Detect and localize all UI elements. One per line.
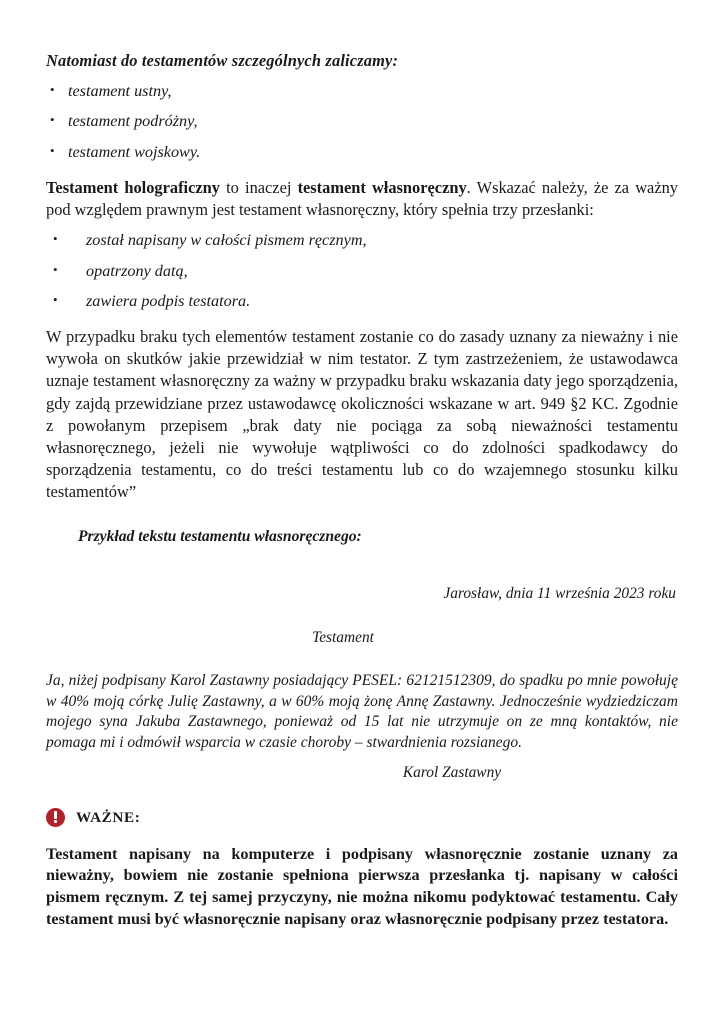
list-item xyxy=(46,111,678,132)
term-handwritten: testament własnoręczny xyxy=(297,178,467,198)
bullet-icon: • xyxy=(50,81,55,97)
list-item xyxy=(46,142,678,163)
testament-title: Testament xyxy=(312,629,374,647)
holographic-mid: to inaczej xyxy=(219,178,298,198)
bullet-icon: • xyxy=(50,142,55,158)
bullet-icon: • xyxy=(50,112,55,128)
important-callout-header xyxy=(46,808,678,827)
list-item xyxy=(46,261,678,282)
list-item-label: zawiera podpis testatora. xyxy=(86,291,251,310)
testament-body: Ja, niżej podpisany Karol Zastawny posiadający PESEL: 62121512309, do spadku po mnie powołuję w 40% moją córkę Julię Zastawny, a w 60% moją żonę Annę Zastawny. Jednocześnie wydziedziczam mojego syna Jakuba Zastawnego, ponieważ od 15 lat nie utrzymuje on ze mną kontaktów, nie pomaga mi i odmówił wsparcia w czasie choroby – stwardnienia rozsianego. xyxy=(46,672,678,751)
list-item-label: został napisany w całości pismem ręcznym, xyxy=(86,231,367,250)
exclamation-circle-icon xyxy=(46,808,65,827)
holographic-paragraph xyxy=(46,177,678,221)
special-wills-list xyxy=(46,81,678,163)
testament-date-line: Jarosław, dnia 11 września 2023 roku xyxy=(443,585,676,603)
bullet-icon: • xyxy=(53,291,58,307)
holographic-rest: . Wskazać należy, że za ważny pod względem prawnym jest testament własnoręczny, który spełnia trzy przesłanki: xyxy=(46,178,678,220)
consequences-paragraph: W przypadku braku tych elementów testament zostanie co do zasady uznany za nieważny i nie wywoła on skutków jakie przewidział w nim testator. Z tym zastrzeżeniem, że ustawodawca uznaje testament własnoręczny za ważny w przypadku braku wskazania daty jego sporządzenia, gdy zajdą przewidziane przez ustawodawcę okoliczności wskazane w art. 949 §2 KC. Zgodnie z powołanym przepisem „brak daty nie pociąga za sobą nieważności testamentu własnoręcznego, jeżeli nie wywołuje wątpliwości co do zdolności spadkodawcy do sporządzenia testamentu, co do treści testamentu lub co do wzajemnego stosunku kilku testamentów” xyxy=(46,327,678,501)
list-item xyxy=(46,230,678,251)
list-item-label: opatrzony datą, xyxy=(86,261,188,280)
bullet-icon: • xyxy=(53,261,58,277)
requirements-list xyxy=(46,230,678,312)
intro-heading: Natomiast do testamentów szczególnych zaliczamy: xyxy=(46,51,399,70)
example-heading: Przykład tekstu testamentu własnoręcznego: xyxy=(78,527,362,545)
important-label: WAŻNE: xyxy=(76,808,141,826)
testament-signature: Karol Zastawny xyxy=(402,763,502,781)
list-item xyxy=(46,81,678,102)
important-paragraph: Testament napisany na komputerze i podpisany własnoręcznie zostanie uznany za nieważny, bowiem nie zostanie spełniona pierwsza przesłanka tj. napisany w całości pismem ręcznym. Z tej samej przyczyny, nie można nikomu podyktować testamentu. Cały testament musi być własnoręcznie napisany oraz własnoręcznie podpisany przez testatora. xyxy=(46,844,678,928)
bullet-icon: • xyxy=(53,231,58,247)
list-item-label: testament podróżny, xyxy=(68,112,198,131)
list-item-label: testament ustny, xyxy=(68,81,172,100)
term-holographic: Testament holograficzny xyxy=(46,178,220,198)
list-item xyxy=(46,291,678,312)
list-item-label: testament wojskowy. xyxy=(68,142,201,161)
